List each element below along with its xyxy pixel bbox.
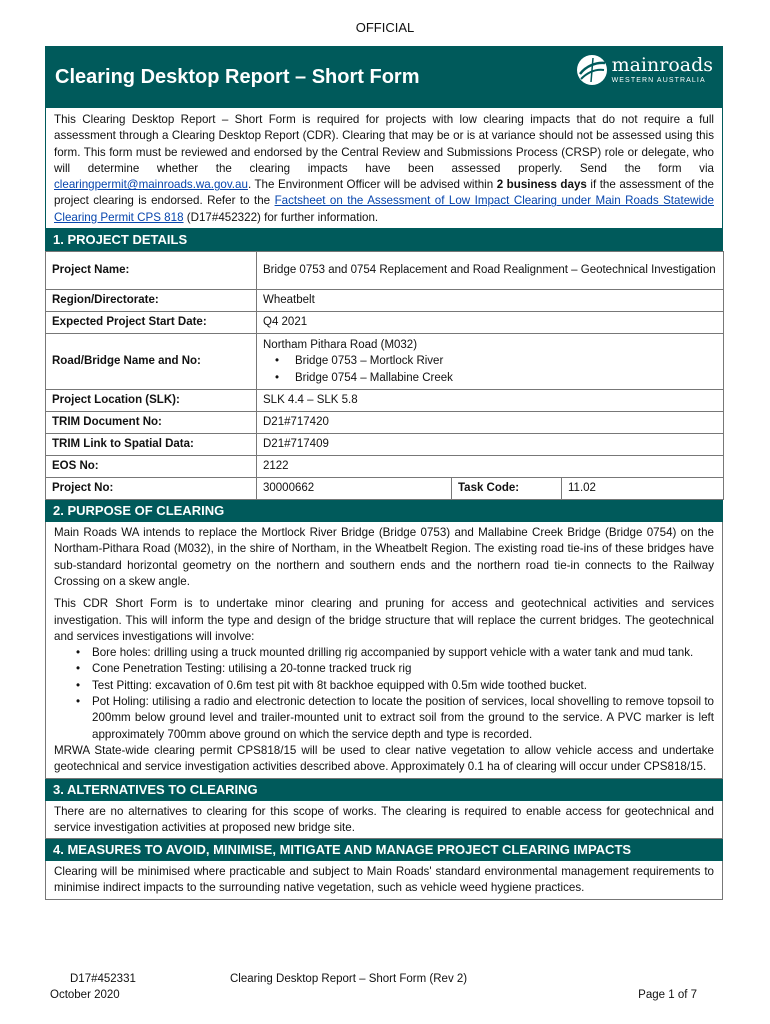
project-details-table (45, 251, 724, 500)
document-page (45, 46, 723, 900)
road-name: Northam Pithara Road (M032) (263, 339, 418, 352)
start-date-value: Q4 2021 (257, 312, 724, 334)
footer-doc-number: D17#452331 (70, 973, 136, 985)
project-name-label: Project Name: (46, 252, 257, 290)
intro-text-1: This Clearing Desktop Report – Short Form is required for projects with low clearing impacts that do not require a full assessment through a Clearing Desktop Report (CDR). Clearing that may be or is at variance should not be assessed using this form. This form must be reviewed and endorsed by the Central Review and Submissions Process (CRSP) role or delegate, who will determine whether the clearing impacts have been assessed properly. Send the form via (54, 113, 714, 175)
table-row (46, 456, 724, 478)
list-item: • Bridge 0753 – Mortlock River (263, 353, 717, 369)
form-header (45, 46, 723, 108)
classification-label: OFFICIAL (355, 20, 415, 35)
alternatives-content (45, 801, 723, 840)
slk-label: Project Location (SLK): (46, 390, 257, 412)
purpose-paragraph-2: This CDR Short Form is to undertake minor clearing and pruning for access and geotechnical activities and services investigation. This will inform the type and design of the bridge structure that will replace the current bridges. The geotechnical and services investigations will involve: (54, 597, 714, 643)
bridge-list (263, 353, 717, 386)
table-row (46, 390, 724, 412)
page-footer (0, 971, 770, 1011)
eos-label: EOS No: (46, 456, 257, 478)
table-row (46, 312, 724, 334)
table-row (46, 334, 724, 390)
intro-text-3: if the assessment of the project clearing is endorsed. Refer to the (54, 178, 715, 208)
road-bridge-label: Road/Bridge Name and No: (46, 334, 257, 390)
slk-value: SLK 4.4 – SLK 5.8 (257, 390, 724, 412)
footer-page-number: Page 1 of 7 (638, 989, 697, 1001)
trim-link-value: D21#717409 (257, 434, 724, 456)
intro-text-2: . The Environment Officer will be advised within (247, 178, 497, 192)
trim-document-label: TRIM Document No: (46, 412, 257, 434)
section-heading-purpose: 2. PURPOSE OF CLEARING (45, 500, 723, 522)
list-item: • Bridge 0754 – Mallabine Creek (263, 370, 717, 386)
start-date-label: Expected Project Start Date: (46, 312, 257, 334)
footer-date: October 2020 (50, 989, 120, 1001)
list-item: • Pot Holing: utilising a radio and electronic detection to locate the position of services, local shovelling to remove topsoil to 200mm below ground level and trailer-mounted unit to extract soil from the ground to the service. A PVC marker is left approximately 700mm above ground on which the service depth and type is recorded. (54, 694, 714, 743)
factsheet-link[interactable]: Factsheet on the Assessment of Low Impact Clearing under Main Roads Statewide Clearing Permit CPS 818 (54, 194, 714, 224)
intro-bold: 2 business days (496, 178, 587, 192)
purpose-paragraph-3: MRWA State-wide clearing permit CPS818/15 will be used to clear native vegetation to allow vehicle access and undertake geotechnical and service investigation activities described above. Approximately 0.1 ha of clearing will occur under CPS818/15. (54, 743, 714, 774)
form-title: Clearing Desktop Report – Short Form (55, 66, 420, 88)
mainroads-logo-icon (576, 54, 608, 86)
table-row (46, 290, 724, 312)
project-name-value: Bridge 0753 and 0754 Replacement and Road Realignment – Geotechnical Investigation (257, 252, 724, 290)
logo-subtitle: WESTERN AUSTRALIA (611, 77, 706, 84)
table-row (46, 412, 724, 434)
purpose-content (45, 522, 723, 778)
project-no-value: 30000662 (257, 478, 452, 500)
region-value: Wheatbelt (257, 290, 724, 312)
logo-wordmark: mainroads (611, 54, 713, 76)
table-row (46, 434, 724, 456)
region-label: Region/Directorate: (46, 290, 257, 312)
list-item: • Bore holes: drilling using a truck mounted drilling rig accompanied by support vehicle with a water tank and mud tank. (54, 645, 714, 661)
footer-title: Clearing Desktop Report – Short Form (Rev 2) (230, 973, 468, 985)
trim-document-value: D21#717420 (257, 412, 724, 434)
table-row (46, 252, 724, 290)
measures-text: Clearing will be minimised where practicable and subject to Main Roads' standard environmental management requirements to minimise indirect impacts to the surrounding native vegetation, such as vehicle weed hygiene practices. (54, 865, 714, 895)
eos-value: 2122 (257, 456, 724, 478)
email-link[interactable]: clearingpermit@mainroads.wa.gov.au (54, 178, 248, 192)
investigation-list (54, 645, 714, 743)
section-heading-alternatives: 3. ALTERNATIVES TO CLEARING (45, 779, 723, 801)
measures-content (45, 861, 723, 900)
list-item: • Cone Penetration Testing: utilising a 20-tonne tracked truck rig (54, 661, 714, 677)
section-heading-measures: 4. MEASURES TO AVOID, MINIMISE, MITIGATE AND MANAGE PROJECT CLEARING IMPACTS (45, 839, 723, 861)
list-item: • Test Pitting: excavation of 0.6m test pit with 8t backhoe equipped with 0.5m wide toothed bucket. (54, 678, 714, 694)
alternatives-text: There are no alternatives to clearing for this scope of works. The clearing is required to enable access for geotechnical and service investigation activities at proposed new bridge site. (54, 804, 714, 834)
section-heading-project-details: 1. PROJECT DETAILS (45, 229, 723, 251)
table-row (46, 478, 724, 500)
intro-text-4: (D17#452322) for further information. (183, 210, 379, 224)
trim-link-label: TRIM Link to Spatial Data: (46, 434, 257, 456)
purpose-paragraph-1: Main Roads WA intends to replace the Mortlock River Bridge (Bridge 0753) and Mallabine Creek Bridge (Bridge 0754) on the Northam-Pithara Road (M032), in the shire of Northam, in the Wheatbelt Region. The existing road tie-ins of these bridges have sub-standard horizontal geometry on the northern and southern ends and the northern road tie-in connects to the Railway Crossing on a skew angle. (54, 526, 714, 588)
road-bridge-value (257, 334, 724, 390)
intro-paragraph (45, 108, 723, 229)
task-code-label: Task Code: (452, 478, 562, 500)
project-no-label: Project No: (46, 478, 257, 500)
mainroads-logo (576, 54, 713, 86)
task-code-value: 11.02 (562, 478, 724, 500)
